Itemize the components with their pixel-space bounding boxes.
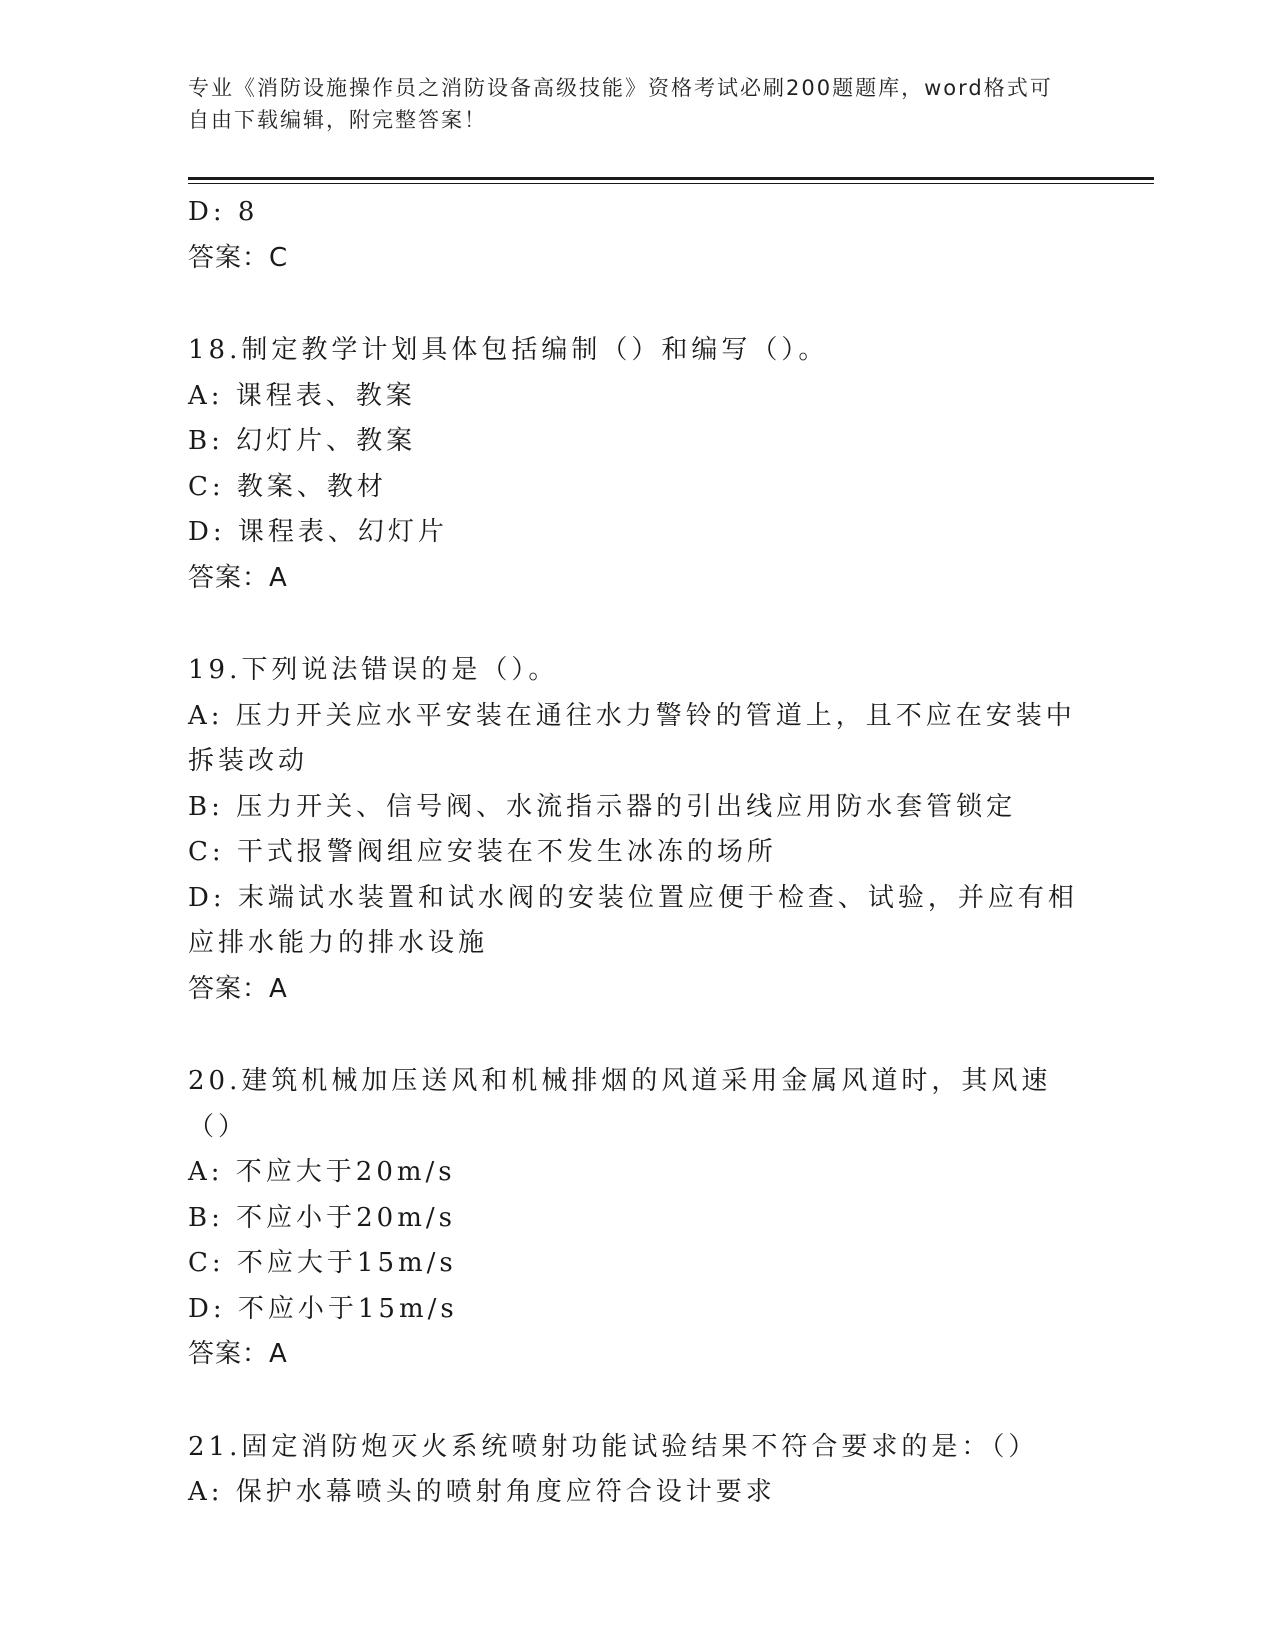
question-content bbox=[188, 190, 1088, 1516]
option-a: A: 保护水幕喷头的喷射角度应符合设计要求 bbox=[188, 1477, 776, 1507]
option-b: B: 压力开关、信号阀、水流指示器的引出线应用防水套管锁定 bbox=[188, 791, 1017, 822]
option-d: D: 不应小于15m/s bbox=[188, 1293, 458, 1324]
question-19 bbox=[188, 648, 1088, 1012]
option-d: D: 8 bbox=[188, 197, 259, 227]
question-20 bbox=[188, 1059, 1088, 1378]
option-d: D: 末端试水装置和试水阀的安装位置应便于检查、试验，并应有相应排水能力的排水设施 bbox=[188, 882, 1078, 958]
header-rule-thin bbox=[188, 183, 1154, 184]
option-b: B: 不应小于20m/s bbox=[188, 1202, 456, 1233]
question-stem: 20.建筑机械加压送风和机械排烟的风道采用金属风道时，其风速（） bbox=[188, 1066, 1052, 1142]
question-21 bbox=[188, 1425, 1088, 1516]
option-c: C: 不应大于15m/s bbox=[188, 1248, 457, 1278]
option-d: D: 课程表、幻灯片 bbox=[188, 517, 448, 547]
question-stem: 19.下列说法错误的是（）。 bbox=[188, 655, 559, 685]
question-stem: 18.制定教学计划具体包括编制（）和编写（）。 bbox=[188, 335, 829, 365]
option-c: C: 干式报警阀组应安装在不发生冰冻的场所 bbox=[188, 837, 777, 867]
question-17-tail bbox=[188, 190, 1088, 281]
option-a: A: 压力开关应水平安装在通往水力警铃的管道上，且不应在安装中拆装改动 bbox=[188, 700, 1076, 776]
answer-label: 答案：A bbox=[188, 562, 288, 593]
answer-label: 答案：C bbox=[188, 242, 289, 273]
answer-label: 答案：A bbox=[188, 1339, 288, 1369]
document-header: 专业《消防设施操作员之消防设备高级技能》资格考试必刷200题题库，word格式可自由下载编辑，附完整答案！ bbox=[188, 76, 1053, 132]
option-b: B: 幻灯片、教案 bbox=[188, 426, 417, 456]
option-c: C: 教案、教材 bbox=[188, 471, 387, 502]
header-rule-thick bbox=[188, 177, 1154, 180]
question-18 bbox=[188, 328, 1088, 601]
option-a: A: 课程表、教案 bbox=[188, 380, 416, 411]
question-stem: 21.固定消防炮灭火系统喷射功能试验结果不符合要求的是：（） bbox=[188, 1431, 1039, 1462]
option-a: A: 不应大于20m/s bbox=[188, 1157, 456, 1187]
answer-label: 答案：A bbox=[188, 973, 288, 1004]
